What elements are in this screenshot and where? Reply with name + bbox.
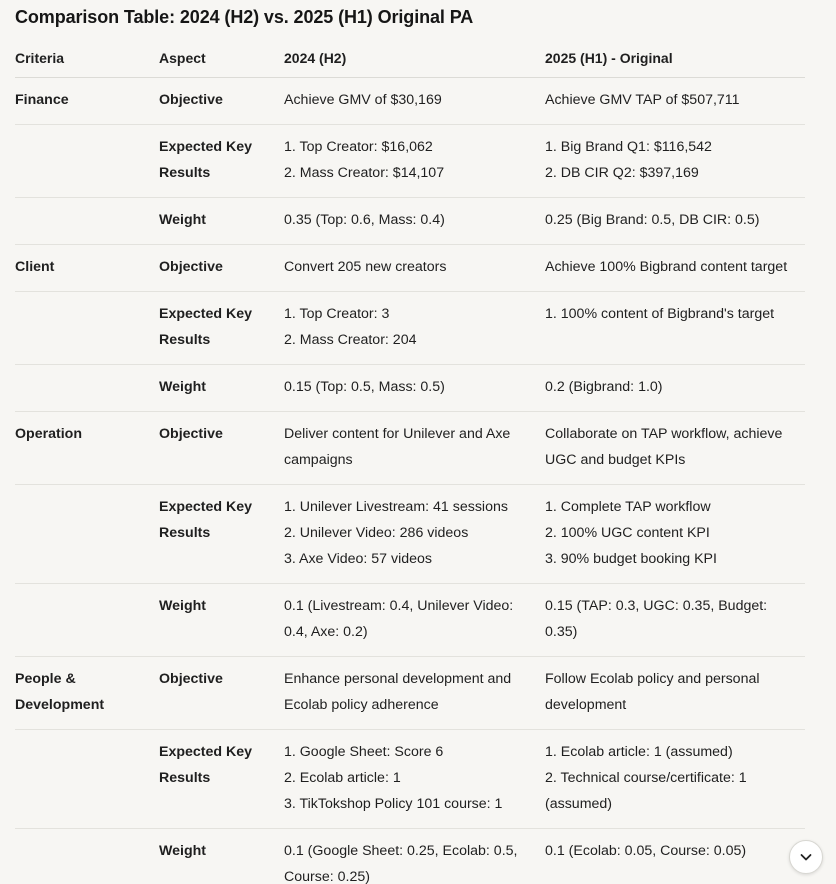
- aspect-cell: Objective: [159, 245, 284, 292]
- criteria-cell: People & Development: [15, 657, 159, 730]
- value-2025-cell: [545, 584, 805, 657]
- cell-line: 1. Big Brand Q1: $116,542: [545, 139, 712, 155]
- table-header-row: [15, 38, 805, 78]
- value-2024-cell: [284, 198, 545, 245]
- criteria-cell: [15, 485, 159, 584]
- value-2025-cell: [545, 485, 805, 584]
- table-row: [15, 365, 805, 412]
- cell-line: Achieve GMV of $30,169: [284, 92, 442, 108]
- header-criteria: Criteria: [15, 38, 159, 78]
- value-2025-cell: [545, 730, 805, 829]
- value-2025-cell: [545, 78, 805, 125]
- criteria-cell: [15, 365, 159, 412]
- value-2025-cell: [545, 829, 805, 884]
- cell-line: Follow Ecolab policy and personal development: [545, 671, 760, 713]
- cell-line: 0.15 (Top: 0.5, Mass: 0.5): [284, 379, 445, 395]
- criteria-cell: Operation: [15, 412, 159, 485]
- value-2024-cell: [284, 292, 545, 365]
- table-row: [15, 730, 805, 829]
- header-2025: 2025 (H1) - Original: [545, 38, 805, 78]
- cell-line: 2. 100% UGC content KPI: [545, 525, 710, 541]
- criteria-cell: Client: [15, 245, 159, 292]
- criteria-cell: [15, 125, 159, 198]
- aspect-cell: Expected Key Results: [159, 485, 284, 584]
- value-2024-cell: [284, 730, 545, 829]
- comparison-table: [15, 38, 805, 884]
- cell-line: 2. Technical course/certificate: 1 (assumed): [545, 770, 747, 812]
- aspect-cell: Objective: [159, 78, 284, 125]
- cell-line: 1. Top Creator: $16,062: [284, 139, 433, 155]
- cell-line: Convert 205 new creators: [284, 259, 447, 275]
- table-row: [15, 125, 805, 198]
- aspect-cell: Weight: [159, 198, 284, 245]
- aspect-cell: Objective: [159, 657, 284, 730]
- value-2025-cell: [545, 245, 805, 292]
- value-2024-cell: [284, 245, 545, 292]
- cell-line: Deliver content for Unilever and Axe campaigns: [284, 426, 511, 468]
- table-row: [15, 584, 805, 657]
- aspect-cell: Expected Key Results: [159, 125, 284, 198]
- criteria-cell: [15, 584, 159, 657]
- cell-line: 0.25 (Big Brand: 0.5, DB CIR: 0.5): [545, 212, 760, 228]
- cell-line: 0.1 (Ecolab: 0.05, Course: 0.05): [545, 843, 747, 859]
- cell-line: 0.35 (Top: 0.6, Mass: 0.4): [284, 212, 445, 228]
- value-2024-cell: [284, 485, 545, 584]
- aspect-cell: Weight: [159, 584, 284, 657]
- cell-line: 2. DB CIR Q2: $397,169: [545, 165, 699, 181]
- cell-line: 2. Unilever Video: 286 videos: [284, 525, 469, 541]
- table-row: [15, 245, 805, 292]
- table-row: [15, 292, 805, 365]
- table-row: [15, 412, 805, 485]
- cell-line: 2. Mass Creator: 204: [284, 332, 417, 348]
- cell-line: 0.15 (TAP: 0.3, UGC: 0.35, Budget: 0.35): [545, 598, 768, 640]
- criteria-cell: Finance: [15, 78, 159, 125]
- aspect-cell: Objective: [159, 412, 284, 485]
- value-2024-cell: [284, 412, 545, 485]
- table-row: [15, 657, 805, 730]
- aspect-cell: Expected Key Results: [159, 292, 284, 365]
- cell-line: Enhance personal development and Ecolab policy adherence: [284, 671, 512, 713]
- value-2025-cell: [545, 292, 805, 365]
- aspect-cell: Weight: [159, 843, 207, 859]
- aspect-cell: Weight: [159, 365, 284, 412]
- cell-line: 3. 90% budget booking KPI: [545, 551, 717, 567]
- cell-line: 1. Google Sheet: Score 6: [284, 744, 444, 760]
- cell-line: 0.2 (Bigbrand: 1.0): [545, 379, 663, 395]
- scroll-down-button[interactable]: [789, 840, 823, 874]
- value-2024-cell: [284, 78, 545, 125]
- cell-line: 1. Complete TAP workflow: [545, 499, 711, 515]
- value-2024-cell: [284, 584, 545, 657]
- cell-line: 1. Ecolab article: 1 (assumed): [545, 744, 733, 760]
- table-body: [15, 78, 805, 884]
- cell-line: Collaborate on TAP workflow, achieve UGC and budget KPIs: [545, 426, 783, 468]
- aspect-cell: Expected Key Results: [159, 730, 284, 829]
- value-2024-cell: [284, 829, 545, 884]
- cell-line: 2. Mass Creator: $14,107: [284, 165, 445, 181]
- value-2024-cell: [284, 125, 545, 198]
- table-title: Comparison Table: 2024 (H2) vs. 2025 (H1) Original PA: [15, 7, 474, 27]
- criteria-cell: [15, 292, 159, 365]
- table-row: [15, 485, 805, 584]
- cell-line: 1. Top Creator: 3: [284, 306, 390, 322]
- cell-line: 3. TikTokshop Policy 101 course: 1: [284, 796, 503, 812]
- table-row: [15, 78, 805, 125]
- header-2024: 2024 (H2): [284, 38, 545, 78]
- table-row: [15, 829, 805, 884]
- cell-line: 1. Unilever Livestream: 41 sessions: [284, 499, 508, 515]
- cell-line: 2. Ecolab article: 1: [284, 770, 401, 786]
- criteria-cell: [15, 730, 159, 829]
- criteria-cell: [15, 198, 159, 245]
- cell-line: 3. Axe Video: 57 videos: [284, 551, 433, 567]
- value-2024-cell: [284, 365, 545, 412]
- value-2025-cell: [545, 198, 805, 245]
- criteria-cell: [15, 829, 159, 884]
- cell-line: 1. 100% content of Bigbrand's target: [545, 306, 775, 322]
- header-aspect: Aspect: [159, 38, 284, 78]
- cell-line: 0.1 (Google Sheet: 0.25, Ecolab: 0.5, Course: 0.25): [284, 843, 518, 884]
- table-row: [15, 198, 805, 245]
- cell-line: Achieve 100% Bigbrand content target: [545, 259, 788, 275]
- value-2025-cell: [545, 412, 805, 485]
- value-2024-cell: [284, 657, 545, 730]
- value-2025-cell: [545, 657, 805, 730]
- chevron-down-icon: [798, 849, 814, 865]
- value-2025-cell: [545, 365, 805, 412]
- cell-line: 0.1 (Livestream: 0.4, Unilever Video: 0.4, Axe: 0.2): [284, 598, 514, 640]
- value-2025-cell: [545, 125, 805, 198]
- cell-line: Achieve GMV TAP of $507,711: [545, 92, 740, 108]
